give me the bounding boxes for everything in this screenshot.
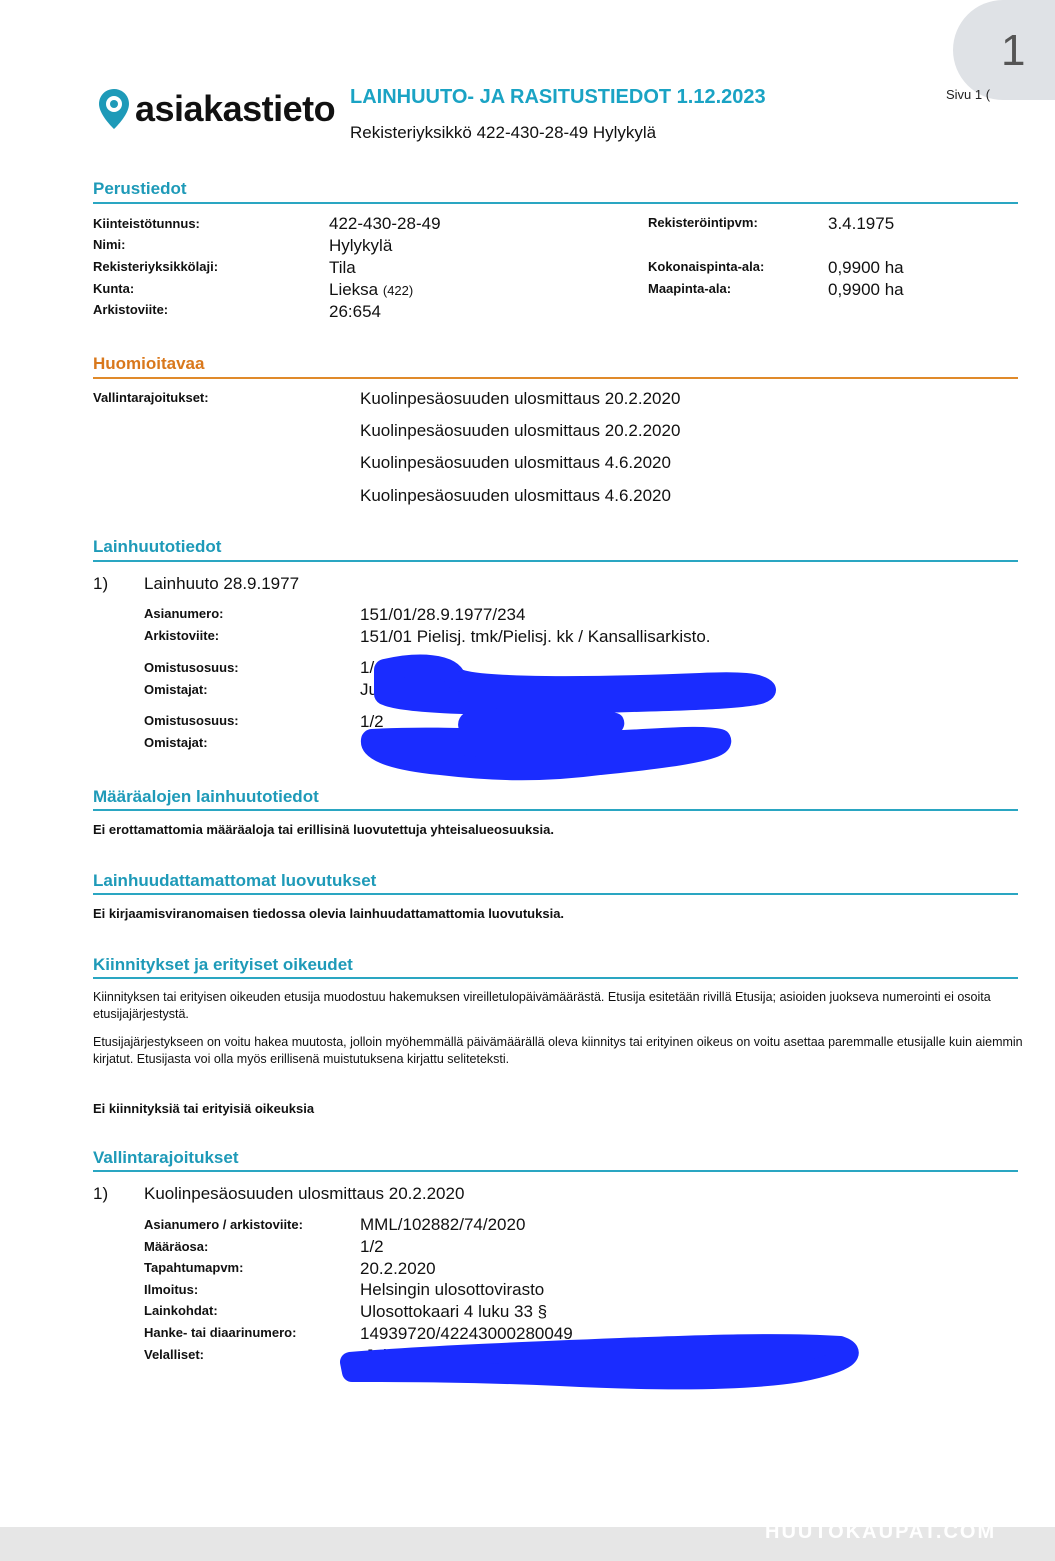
vallinta-label: Tapahtumapvm:: [144, 1260, 244, 1275]
section-title-huomioitavaa: Huomioitavaa: [93, 354, 205, 373]
vallinta-label: Ilmoitus:: [144, 1282, 199, 1297]
label-arkistoviite: Arkistoviite:: [93, 302, 169, 317]
value-kiinteistotunnus: 422-430-28-49: [329, 214, 441, 233]
label-omistusosuus: Omistusosuus:: [144, 660, 239, 675]
kiinnitykset-paragraph: Etusijajärjestykseen on voitu hakea muutosta, jolloin myöhemmällä päivämäärällä oleva kiinnitys tai erityinen oikeus on voitu asettaa paremmalle etusijalle kuin aiemmin kirjatut. Etusijasta voi olla myös erillisenä muistutuksena kirjattu seliteteksti.: [93, 1035, 1023, 1066]
huomio-item: Kuolinpesäosuuden ulosmittaus 4.6.2020: [360, 453, 671, 472]
lainhuuto-heading: Lainhuuto 28.9.1977: [144, 574, 300, 593]
vallinta-value: 20.2.2020: [360, 1259, 436, 1278]
value-omistajat: Jul: [360, 680, 382, 699]
huomio-item: Kuolinpesäosuuden ulosmittaus 20.2.2020: [360, 389, 681, 408]
label-kokonaispinta-ala: Kokonaispinta-ala:: [648, 259, 765, 274]
value-maapinta-ala: 0,9900 ha: [828, 280, 904, 299]
kiinnitykset-paragraph: Kiinnityksen tai erityisen oikeuden etusija muodostuu hakemuksen vireilletulopäivämäärästä. Etusija esitetään rivillä Etusija; asioiden juokseva numerointi ei osoita etusijajärjestystä.: [93, 990, 991, 1021]
section-title-lainhuutotiedot: Lainhuutotiedot: [93, 537, 222, 556]
vallinta-heading: Kuolinpesäosuuden ulosmittaus 20.2.2020: [144, 1184, 465, 1203]
value-kokonaispinta-ala: 0,9900 ha: [828, 258, 904, 277]
page-label: Sivu 1 (: [946, 87, 991, 102]
kunta-name: Lieksa: [329, 280, 379, 299]
document-title: LAINHUUTO- JA RASITUSTIEDOT 1.12.2023: [350, 86, 766, 108]
label-laji: Rekisteriyksikkölaji:: [93, 259, 219, 274]
kunta-code: (422): [382, 283, 414, 298]
maaraalat-text: Ei erottamattomia määräaloja tai erillisinä luovutettuja yhteisalueosuuksia.: [93, 822, 554, 837]
label-maapinta-ala: Maapinta-ala:: [648, 281, 732, 296]
label-omistajat: Omistajat:: [144, 682, 208, 697]
label-kunta: Kunta:: [93, 281, 135, 296]
label-omistajat: Omistajat:: [144, 735, 208, 750]
vallinta-label: Lainkohdat:: [144, 1303, 218, 1318]
section-title-kiinnitykset: Kiinnitykset ja erityiset oikeudet: [93, 955, 353, 974]
value-rekisterointipvm: 3.4.1975: [828, 214, 895, 233]
vallinta-value: 1/2: [360, 1237, 384, 1256]
value-arkistoviite: 26:654: [329, 302, 381, 321]
value-omistusosuus: 1/2: [360, 712, 384, 731]
logo-text: asiakastieto: [135, 88, 336, 129]
entry-number: 1): [93, 574, 109, 593]
vallinta-value: MML/102882/74/2020: [360, 1215, 526, 1234]
value-laji: Tila: [329, 258, 356, 277]
vallinta-label: Velalliset:: [144, 1347, 204, 1362]
section-title-maaraalat: Määräalojen lainhuutotiedot: [93, 787, 319, 806]
value-omistusosuus: 1/: [360, 658, 375, 677]
label-rekisterointipvm: Rekisteröintipvm:: [648, 215, 758, 230]
label-arkistoviite: Arkistoviite:: [144, 628, 220, 643]
vallinta-label: Määräosa:: [144, 1239, 209, 1254]
huomio-item: Kuolinpesäosuuden ulosmittaus 4.6.2020: [360, 486, 671, 505]
entry-number: 1): [93, 1184, 109, 1203]
redaction-scribble: [372, 738, 720, 769]
value-arkistoviite: 151/01 Pielisj. tmk/Pielisj. kk / Kansallisarkisto.: [360, 627, 711, 646]
vallinta-label: Hanke- tai diaarinumero:: [144, 1325, 297, 1340]
kiinnitykset-text: Ei kiinnityksiä tai erityisiä oikeuksia: [93, 1101, 315, 1116]
vallinta-value: 14939720/42243000280049: [360, 1324, 573, 1343]
section-title-perustiedot: Perustiedot: [93, 179, 187, 198]
luovutukset-text: Ei kirjaamisviranomaisen tiedossa olevia lainhuudattamattomia luovutuksia.: [93, 906, 565, 921]
vallinta-value: Helsingin ulosottovirasto: [360, 1280, 545, 1299]
huomio-item: Kuolinpesäosuuden ulosmittaus 20.2.2020: [360, 421, 681, 440]
label-omistusosuus: Omistusosuus:: [144, 713, 239, 728]
redaction-scribble: [385, 666, 765, 704]
page-number: 1: [1001, 26, 1026, 75]
vallinta-label: Asianumero / arkistoviite:: [144, 1217, 303, 1232]
watermark: HUUTOKAUPAT.COM: [765, 1521, 997, 1543]
label-asianumero: Asianumero:: [144, 606, 224, 621]
document-subtitle: Rekisteriyksikkö 422-430-28-49 Hylykylä: [350, 123, 657, 142]
redaction-scribble: [350, 1344, 849, 1379]
section-title-luovutukset: Lainhuudattamattomat luovutukset: [93, 871, 377, 890]
value-nimi: Hylykylä: [329, 236, 393, 255]
section-title-vallintarajoitukset: Vallintarajoitukset: [93, 1148, 239, 1167]
vallinta-value: Ulosottokaari 4 luku 33 §: [360, 1302, 548, 1321]
label-kiinteistotunnus: Kiinteistötunnus:: [93, 216, 200, 231]
label-nimi: Nimi:: [93, 237, 126, 252]
label-vallintarajoitukset: Vallintarajoitukset:: [93, 390, 209, 405]
value-asianumero: 151/01/28.9.1977/234: [360, 605, 526, 624]
